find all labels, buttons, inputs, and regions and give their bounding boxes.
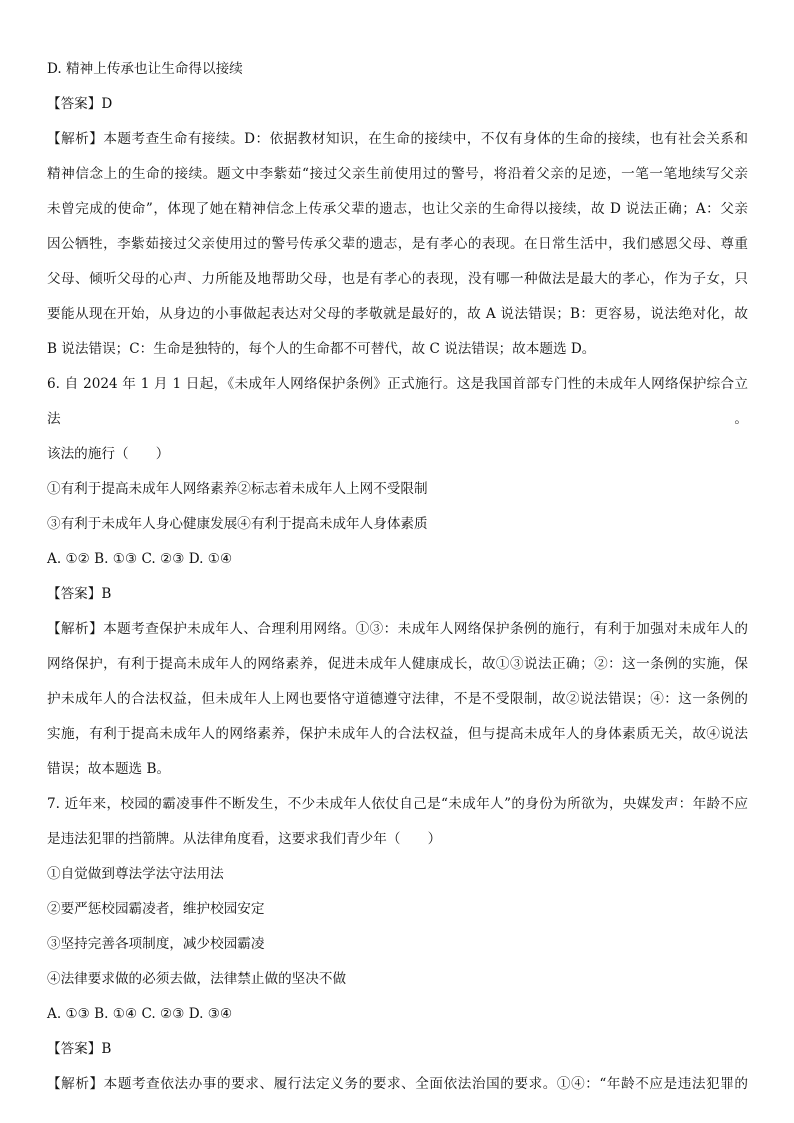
question-6-options: A. ①② B. ①③ C. ②③ D. ①④ [47, 551, 233, 567]
question-7-options: A. ①③ B. ①④ C. ②③ D. ③④ [47, 1006, 233, 1022]
question-6-statements: ①有利于提高未成年人网络素养②标志着未成年人上网不受限制 [47, 481, 428, 497]
answer-line: 【答案】B [47, 586, 112, 602]
question-6-stem: 该法的施行（ ） [47, 446, 170, 462]
analysis-line: 因公牺牲，李紫茹接过父亲使用过的警号传承父辈的遗志，是有孝心的表现。在日常生活中，我们感恩父母、尊重 [47, 236, 748, 252]
analysis-line: 【解析】本题考查生命有接续。D：依据教材知识，在生命的接续中，不仅有身体的生命的接续，也有社会关系和 [47, 131, 748, 147]
option-d-line: D. 精神上传承也让生命得以接续 [47, 61, 243, 77]
question-7-stem: 7. 近年来，校园的霸凌事件不断发生，不少未成年人依仗自己是“未成年人”的身份为所欲为，央媒发声：年龄不应 [47, 796, 748, 812]
analysis-line: 要能从现在开始，从身边的小事做起表达对父母的孝敬就是最好的，故 A 说法错误；B：更容易，说法绝对化，故 [47, 306, 748, 322]
analysis-line: B 说法错误；C：生命是独特的，每个人的生命都不可替代，故 C 说法错误；故本题选 D。 [47, 341, 596, 357]
question-7-statement: ③坚持完善各项制度，减少校园霸凌 [47, 936, 265, 952]
question-7-statement: ④法律要求做的必须去做，法律禁止做的坚决不做 [47, 971, 347, 987]
question-6-statements: ③有利于未成年人身心健康发展④有利于提高未成年人身体素质 [47, 516, 428, 532]
question-6-stem: 6. 自 2024 年 1 月 1 日起，《未成年人网络保护条例》正式施行。这是我国首部专门性的未成年人网络保护综合立法。 [47, 376, 748, 427]
question-7-stem: 是违法犯罪的挡箭牌。从法律角度看，这要求我们青少年（ ） [47, 831, 442, 847]
analysis-line: 父母、倾听父母的心声、力所能及地帮助父母，也是有孝心的表现，没有哪一种做法是最大的孝心，作为子女，只 [47, 271, 748, 287]
question-7-statement: ②要严惩校园霸凌者，维护校园安定 [47, 901, 265, 917]
analysis-line: 精神信念上的生命的接续。题文中李紫茹“接过父亲生前使用过的警号，将沿着父亲的足迹，一笔一笔地续写父亲 [47, 166, 748, 182]
analysis-line: 错误；故本题选 B。 [47, 761, 171, 777]
analysis-line: 【解析】本题考查依法办事的要求、履行法定义务的要求、全面依法治国的要求。①④：“年龄不应是违法犯罪的 [47, 1076, 748, 1092]
analysis-line: 未曾完成的使命”，体现了她在精神信念上传承父辈的遗志，也让父亲的生命得以接续，故 D 说法正确；A：父亲 [47, 201, 748, 217]
question-7-statement: ①自觉做到尊法学法守法用法 [47, 866, 224, 882]
analysis-line: 护未成年人的合法权益，但未成年人上网也要恪守道德遵守法律，不是不受限制，故②说法错误；④：这一条例的 [47, 691, 748, 707]
analysis-line: 【解析】本题考查保护未成年人、合理利用网络。①③：未成年人网络保护条例的施行，有利于加强对未成年人的 [47, 621, 748, 637]
analysis-line: 实施，有利于提高未成年人的网络素养，保护未成年人的合法权益，但与提高未成年人的身体素质无关，故④说法 [47, 726, 748, 742]
answer-line: 【答案】D [47, 96, 113, 112]
answer-line: 【答案】B [47, 1041, 112, 1057]
analysis-line: 网络保护，有利于提高未成年人的网络素养，促进未成年人健康成长，故①③说法正确；②：这一条例的实施，保 [47, 656, 748, 672]
